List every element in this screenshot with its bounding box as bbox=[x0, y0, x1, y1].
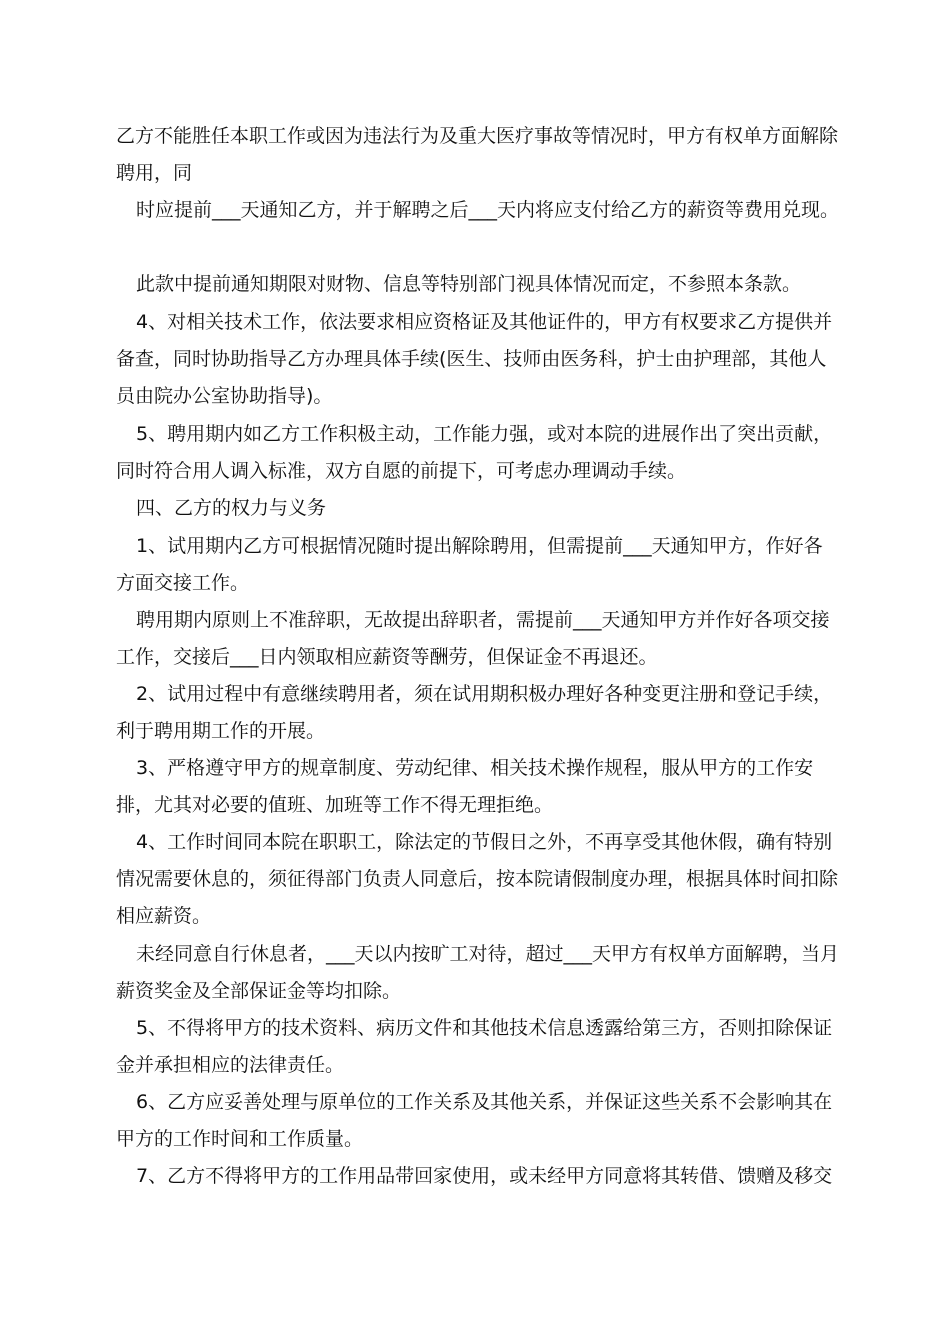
paragraph-duty-3-rules: 3、严格遵守甲方的规章制度、劳动纪律、相关技术操作规程，服从甲方的工作安排，尤其对必要的值班、加班等工作不得无理拒绝。 bbox=[116, 757, 814, 816]
paragraph-absence-penalty: 未经同意自行休息者，___天以内按旷工对待，超过___天甲方有权单方面解聘，当月薪资奖金及全部保证金等均扣除。 bbox=[116, 943, 840, 1002]
paragraph-duty-6-relations: 6、乙方应妥善处理与原单位的工作关系及其他关系，并保证这些关系不会影响其在甲方的工作时间和工作质量。 bbox=[116, 1091, 833, 1150]
paragraph-duty-4-work-time: 4、工作时间同本院在职职工，除法定的节假日之外，不再享受其他休假，确有特别情况需要休息的，须征得部门负责人同意后，按本院请假制度办理，根据具体时间扣除相应薪资。 bbox=[116, 831, 839, 927]
paragraph-duty-2-registration: 2、试用过程中有意继续聘用者，须在试用期积极办理好各种变更注册和登记手续，利于聘用期工作的开展。 bbox=[116, 683, 833, 742]
paragraph-duty-5-confidentiality: 5、不得将甲方的技术资料、病历文件和其他技术信息透露给第三方，否则扣除保证金并承担相应的法律责任。 bbox=[116, 1017, 833, 1076]
paragraph-notice-period: 时应提前___天通知乙方，并于解聘之后___天内将应支付给乙方的薪资等费用兑现。 bbox=[136, 199, 840, 221]
paragraph-clause-4-certificates: 4、对相关技术工作，依法要求相应资格证及其他证件的，甲方有权要求乙方提供并备查，同时协助指导乙方办理具体手续(医生、技师由医务科，护士由护理部，其他人员由院办公室协助指导)。 bbox=[116, 311, 833, 407]
paragraph-duty-7-equipment: 7、乙方不得将甲方的工作用品带回家使用，或未经甲方同意将其转借、馈赠及移交 bbox=[136, 1165, 833, 1187]
paragraph-resignation: 聘用期内原则上不准辞职，无故提出辞职者，需提前___天通知甲方并作好各项交接工作，交接后___日内领取相应薪资等酬劳，但保证金不再退还。 bbox=[116, 609, 830, 668]
paragraph-duty-1-probation: 1、试用期内乙方可根据情况随时提出解除聘用，但需提前___天通知甲方，作好各方面交接工作。 bbox=[116, 535, 823, 594]
section-heading-rights-duties: 四、乙方的权力与义务 bbox=[136, 497, 327, 519]
paragraph-special-departments: 此款中提前通知期限对财物、信息等特别部门视具体情况而定，不参照本条款。 bbox=[136, 273, 802, 295]
paragraph-dismissal-conditions: 乙方不能胜任本职工作或因为违法行为及重大医疗事故等情况时，甲方有权单方面解除聘用，同 bbox=[116, 125, 839, 184]
paragraph-clause-5-transfer: 5、聘用期内如乙方工作积极主动，工作能力强，或对本院的进展作出了突出贡献，同时符合用人调入标准，双方自愿的前提下，可考虑办理调动手续。 bbox=[116, 423, 833, 482]
